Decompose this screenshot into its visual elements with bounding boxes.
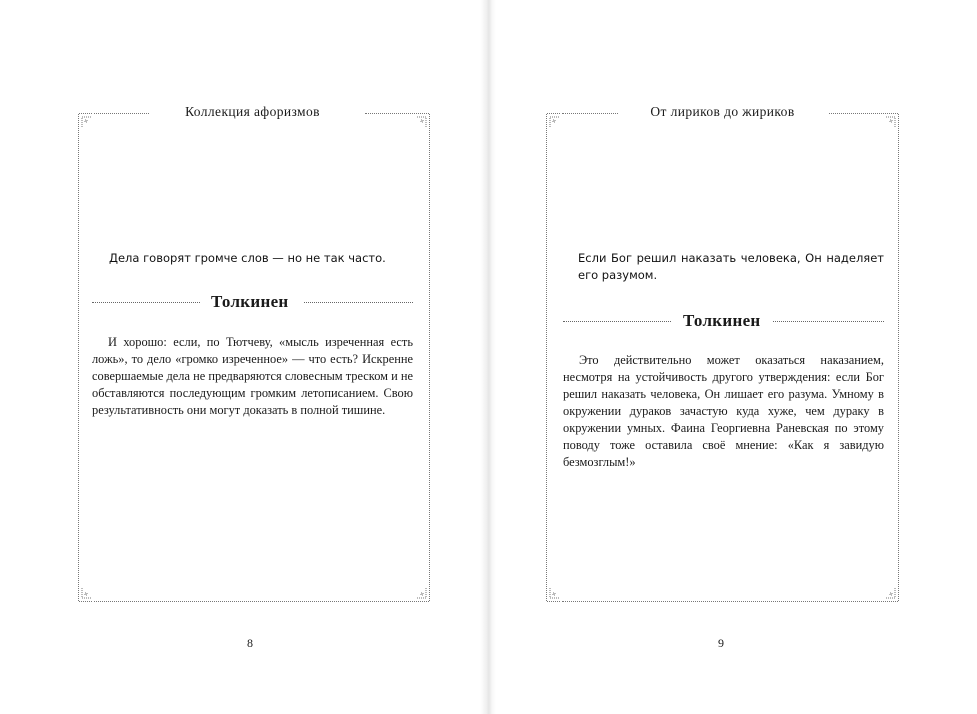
author-divider-right bbox=[773, 321, 884, 322]
corner-ornament-icon bbox=[416, 113, 430, 127]
right-page bbox=[486, 0, 977, 714]
left-page bbox=[0, 0, 486, 714]
corner-ornament-icon bbox=[885, 588, 899, 602]
frame-left-rule bbox=[78, 128, 79, 587]
commentary-text bbox=[563, 352, 884, 471]
book-gutter-shadow bbox=[480, 0, 496, 714]
author-heading-row bbox=[563, 311, 884, 331]
author-divider-left bbox=[92, 302, 200, 303]
corner-ornament-icon bbox=[885, 113, 899, 127]
frame-bottom-rule bbox=[94, 601, 415, 602]
frame-top-right-rule bbox=[829, 113, 884, 114]
frame-right-rule bbox=[429, 128, 430, 587]
page-number: 8 bbox=[247, 636, 253, 650]
running-head: От лириков до жириков bbox=[650, 104, 795, 119]
frame-left-rule bbox=[546, 128, 547, 587]
frame-top-right-rule bbox=[365, 113, 415, 114]
author-divider-left bbox=[563, 321, 671, 322]
corner-ornament-icon bbox=[78, 588, 92, 602]
author-name: Толкинен bbox=[211, 292, 289, 311]
aphorism-quote: Дела говорят громче слов — но не так часто. bbox=[109, 251, 386, 265]
frame-right-rule bbox=[898, 128, 899, 587]
frame-top-left-rule bbox=[562, 113, 618, 114]
author-name: Толкинен bbox=[683, 311, 761, 330]
corner-ornament-icon bbox=[546, 588, 560, 602]
corner-ornament-icon bbox=[546, 113, 560, 127]
running-head: Коллекция афоризмов bbox=[185, 104, 320, 119]
frame-top-left-rule bbox=[94, 113, 149, 114]
aphorism-quote: Если Бог решил наказать человека, Он наделяет его разумом. bbox=[578, 251, 884, 282]
frame-bottom-rule bbox=[562, 601, 884, 602]
author-heading-row bbox=[92, 292, 413, 312]
author-divider-right bbox=[304, 302, 413, 303]
commentary-text bbox=[92, 334, 413, 419]
commentary-paragraph: И хорошо: если, по Тютчеву, «мысль изреченная есть ложь», то дело «громко изреченное» — что есть? Искренне совершаемые дела не предваряются словесным треском и не обставляются последующим громким летописанием. Свою результативность они могут доказать в полной тишине. bbox=[92, 335, 413, 417]
page-number: 9 bbox=[718, 636, 724, 650]
corner-ornament-icon bbox=[78, 113, 92, 127]
corner-ornament-icon bbox=[416, 588, 430, 602]
commentary-paragraph: Это действительно может оказаться наказанием, несмотря на устойчивость другого утверждения: если Бог решил наказать человека, Он лишает его разума. Умному в окружении дураков зачастую куда хуже, чем дураку в окружении умных. Фаина Георгиевна Раневская по этому поводу тоже оставила своё мнение: «Как я завидую безмозглым!» bbox=[563, 353, 884, 469]
